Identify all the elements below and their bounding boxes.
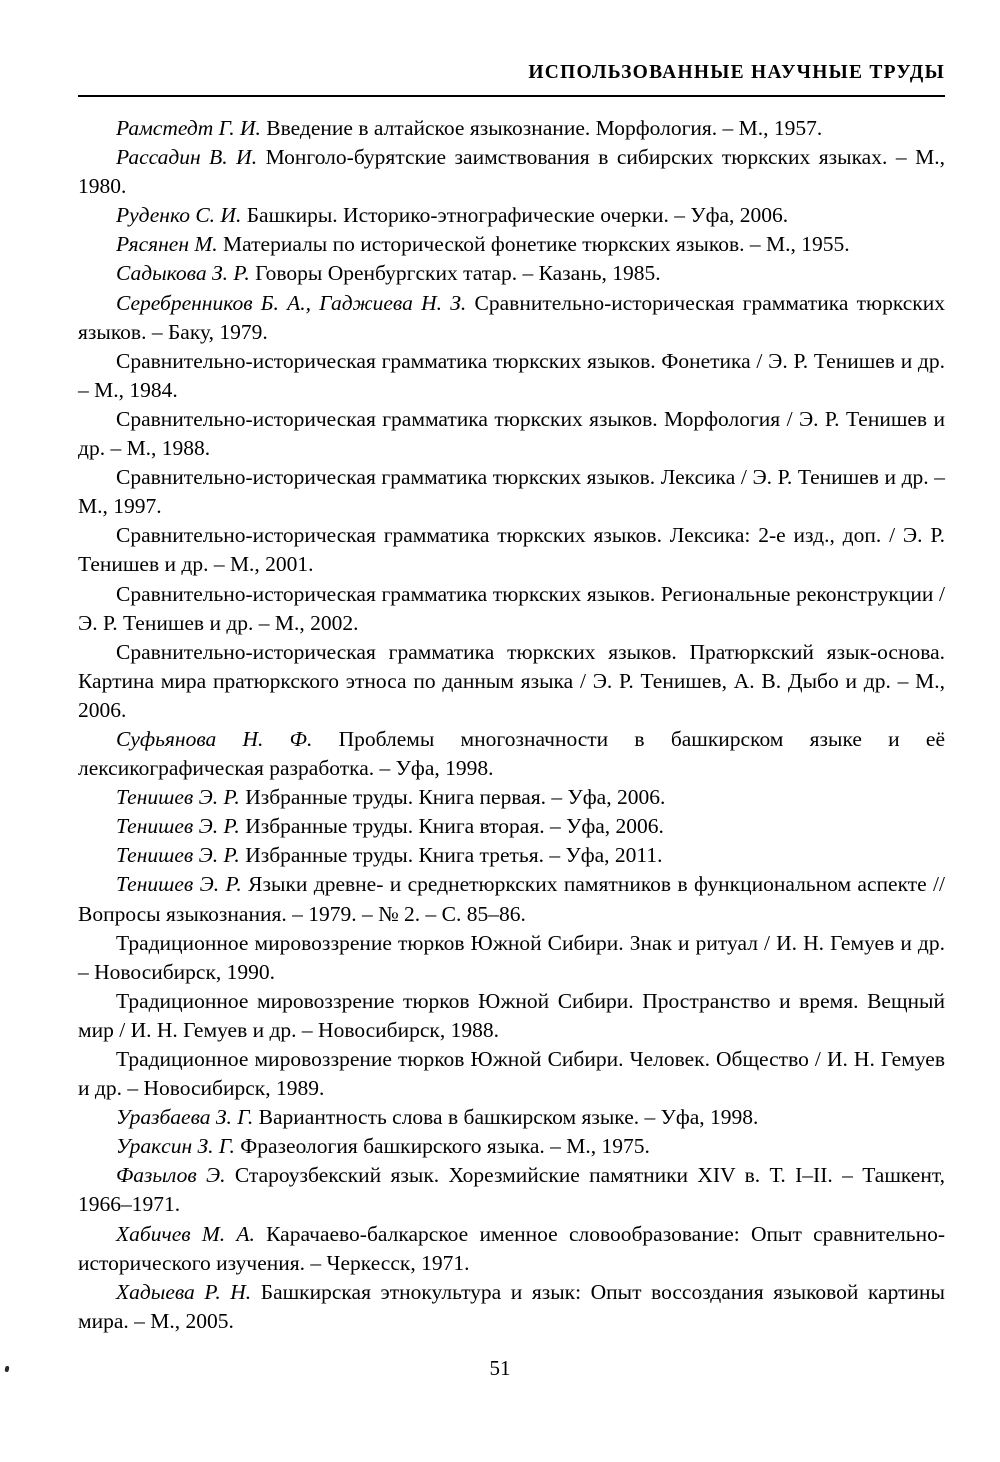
entry-author: Суфьянова Н. Ф. bbox=[116, 726, 313, 751]
bibliography-entry bbox=[78, 638, 945, 725]
entry-author: Тенишев Э. Р. bbox=[116, 814, 240, 839]
bibliography-entry bbox=[78, 347, 945, 405]
entry-author: Рассадин В. И. bbox=[116, 145, 258, 170]
entry-author: Рясянен М. bbox=[116, 232, 218, 257]
bibliography-entry bbox=[78, 783, 945, 812]
entry-author: Тенишев Э. Р. bbox=[116, 843, 240, 868]
bibliography-entry bbox=[78, 725, 945, 783]
bibliography-entry bbox=[78, 870, 945, 928]
entry-author: Садыкова З. Р. bbox=[116, 261, 250, 286]
entry-text: Традиционное мировоззрение тюрков Южной Сибири. Знак и ритуал / И. Н. Гемуев и др. – Новосибирск, 1990. bbox=[78, 930, 945, 984]
entry-text: Материалы по исторической фонетике тюркских языков. – М., 1955. bbox=[217, 232, 850, 257]
entry-text: Языки древне- и среднетюркских памятников в функциональном аспекте // Вопросы языкознания. – 1979. – № 2. – С. 85–86. bbox=[78, 872, 945, 926]
entry-text: Сравнительно-историческая грамматика тюркских языков. Лексика / Э. Р. Тенишев и др. – М., 1997. bbox=[78, 465, 945, 519]
bibliography-entry bbox=[78, 230, 945, 259]
bibliography-entry bbox=[78, 987, 945, 1045]
entry-text: Избранные труды. Книга вторая. – Уфа, 2006. bbox=[239, 814, 664, 839]
entry-text: Вариантность слова в башкирском языке. – Уфа, 1998. bbox=[253, 1105, 759, 1130]
entry-text: Башкиры. Историко-этнографические очерки. – Уфа, 2006. bbox=[241, 203, 789, 228]
entry-text: Башкирская этнокультура и язык: Опыт воссоздания языковой картины мира. – М., 2005. bbox=[78, 1279, 945, 1333]
bibliography-entry bbox=[78, 1132, 945, 1161]
entry-text: Проблемы многозначности в башкирском языке и её лексикографическая разработка. – Уфа, 1998. bbox=[78, 726, 945, 781]
bibliography-entry bbox=[78, 1220, 945, 1278]
entry-author: Хадыева Р. Н. bbox=[116, 1279, 252, 1304]
bibliography-entry bbox=[78, 929, 945, 987]
entry-author: Хабичев М. А. bbox=[116, 1221, 255, 1246]
entry-text: Сравнительно-историческая грамматика тюркских языков. Фонетика / Э. Р. Тенишев и др. – М., 1984. bbox=[78, 348, 945, 402]
bibliography-entry bbox=[78, 841, 945, 870]
entry-text: Монголо-бурятские заимствования в сибирских тюркских языках. – М., 1980. bbox=[78, 145, 945, 199]
entry-text: Сравнительно-историческая грамматика тюркских языков. – Баку, 1979. bbox=[78, 290, 945, 344]
bibliography-entry bbox=[78, 201, 945, 230]
entry-author: Тенишев Э. Р. bbox=[116, 872, 242, 897]
bibliography-entry bbox=[78, 259, 945, 288]
entry-author: Уракcин З. Г. bbox=[116, 1134, 235, 1159]
bibliography-entry bbox=[78, 1103, 945, 1132]
bibliography-entry bbox=[78, 1278, 945, 1336]
entry-text: Введение в алтайское языкознание. Морфология. – М., 1957. bbox=[260, 116, 823, 140]
entry-text: Традиционное мировоззрение тюрков Южной Сибири. Человек. Общество / И. Н. Гемуев и др. – Новосибирск, 1989. bbox=[78, 1047, 945, 1101]
entry-author: Рамстедт Г. И. bbox=[116, 116, 261, 140]
bibliography-entry bbox=[78, 521, 945, 579]
entry-text: Староузбекский язык. Хорезмийские памятники XIV в. Т. I–II. – Ташкент, 1966–1971. bbox=[78, 1163, 945, 1217]
entry-author: Уразбаева З. Г. bbox=[116, 1105, 254, 1130]
entry-text: Сравнительно-историческая грамматика тюркских языков. Пратюркский язык-основа. Картина мира пратюркского этноса по данным языка / Э. Р. Тенишев, А. В. Дыбо и др. – М., 2006. bbox=[78, 639, 945, 722]
entry-text: Сравнительно-историческая грамматика тюркских языков. Морфология / Э. Р. Тенишев и др. – М., 1988. bbox=[78, 406, 945, 461]
bibliography-entry bbox=[78, 812, 945, 841]
entry-text: Традиционное мировоззрение тюрков Южной Сибири. Пространство и время. Вещный мир / И. Н. Гемуев и др. – Новосибирск, 1988. bbox=[78, 988, 945, 1042]
entry-text: Карачаево-балкарское именное словообразование: Опыт сравнительно-исторического изучения. – Черкесск, 1971. bbox=[78, 1221, 946, 1275]
bibliography-entry bbox=[78, 114, 945, 143]
entry-text: Сравнительно-историческая грамматика тюркских языков. Лексика: 2-е изд., доп. / Э. Р. Тенишев и др. – М., 2001. bbox=[78, 523, 945, 577]
bibliography-entry bbox=[78, 143, 945, 201]
entry-text: Сравнительно-историческая грамматика тюркских языков. Региональные реконструкции / Э. Р. Тенишев и др. – М., 2002. bbox=[78, 581, 945, 635]
header-rule bbox=[78, 95, 945, 97]
entry-author: Серебренников Б. А., Гаджиева Н. З. bbox=[116, 290, 467, 315]
running-head: ИСПОЛЬЗОВАННЫЕ НАУЧНЫЕ ТРУДЫ bbox=[528, 62, 945, 83]
entry-author: Руденко С. И. bbox=[116, 203, 242, 228]
bibliography-entry bbox=[78, 580, 945, 638]
bibliography-entry bbox=[78, 289, 945, 347]
entry-author: Фазылов Э. bbox=[116, 1163, 226, 1188]
entry-text: Избранные труды. Книга первая. – Уфа, 2006. bbox=[239, 785, 666, 810]
bibliography-entry bbox=[78, 463, 945, 521]
entry-text: Говоры Оренбургских татар. – Казань, 1985. bbox=[249, 261, 661, 286]
bibliography-list bbox=[78, 114, 945, 1336]
entry-author: Тенишев Э. Р. bbox=[116, 785, 240, 810]
bibliography-entry bbox=[78, 1045, 945, 1103]
bibliography-entry bbox=[78, 405, 945, 463]
entry-text: Избранные труды. Книга третья. – Уфа, 2011. bbox=[239, 843, 663, 868]
bibliography-entry bbox=[78, 1161, 945, 1219]
entry-text: Фразеология башкирского языка. – М., 1975. bbox=[234, 1134, 650, 1159]
page-number: 51 bbox=[489, 1356, 511, 1380]
